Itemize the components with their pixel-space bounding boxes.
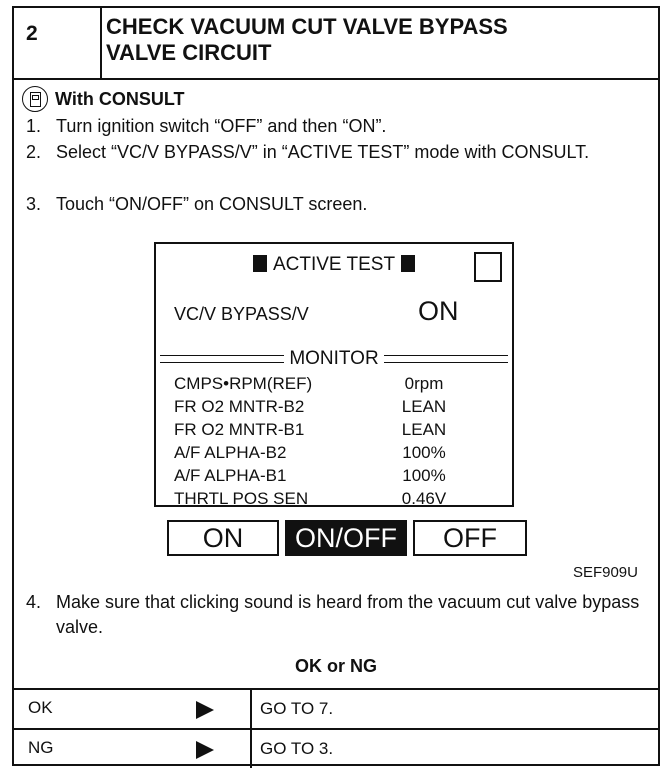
monitor-divider bbox=[160, 348, 508, 370]
step-title-line2: VALVE CIRCUIT bbox=[106, 40, 272, 65]
instruction-step bbox=[26, 590, 646, 640]
monitor-row bbox=[174, 372, 494, 395]
off-button[interactable]: OFF bbox=[413, 520, 527, 556]
monitor-name: CMPS•RPM(REF) bbox=[174, 374, 313, 393]
instruction-step bbox=[26, 114, 636, 139]
monitor-value: LEAN bbox=[401, 397, 447, 416]
step-text: Make sure that clicking sound is heard from the vacuum cut valve bypass valve. bbox=[56, 592, 640, 637]
step-header bbox=[14, 8, 658, 80]
monitor-row bbox=[174, 441, 494, 464]
step-text: Touch “ON/OFF” on CONSULT screen. bbox=[56, 194, 368, 214]
monitor-row bbox=[174, 418, 494, 441]
monitor-row bbox=[174, 395, 494, 418]
monitor-value: 0rpm bbox=[404, 374, 444, 393]
monitor-label: MONITOR bbox=[289, 348, 379, 369]
step-number: 2 bbox=[14, 8, 102, 78]
monitor-value: 100% bbox=[402, 443, 446, 462]
step-index: 1. bbox=[26, 116, 42, 136]
result-table bbox=[14, 688, 658, 768]
divider-line bbox=[384, 355, 508, 363]
title-marker-icon bbox=[401, 255, 415, 272]
step-index: 4. bbox=[26, 592, 42, 612]
consult-icon bbox=[22, 86, 48, 112]
step-title bbox=[106, 14, 646, 66]
arrow-right-icon bbox=[196, 701, 214, 719]
figure-code: SEF909U bbox=[572, 564, 638, 581]
instruction-step bbox=[26, 140, 626, 165]
step-text: Turn ignition switch “OFF” and then “ON”. bbox=[56, 116, 387, 136]
screen-buttons bbox=[167, 520, 529, 556]
screen-title-text: ACTIVE TEST bbox=[272, 254, 396, 275]
result-row bbox=[14, 728, 658, 768]
result-row bbox=[14, 688, 658, 728]
step-title-line1: CHECK VACUUM CUT VALVE BYPASS bbox=[106, 14, 508, 39]
monitor-name: FR O2 MNTR-B1 bbox=[174, 420, 305, 439]
monitor-value: 100% bbox=[402, 466, 446, 485]
monitor-list bbox=[174, 372, 494, 510]
step-index: 3. bbox=[26, 194, 42, 214]
monitor-row bbox=[174, 464, 494, 487]
monitor-name: THRTL POS SEN bbox=[174, 489, 309, 508]
instruction-step bbox=[26, 192, 636, 217]
monitor-value: LEAN bbox=[401, 420, 447, 439]
title-marker-icon bbox=[253, 255, 267, 272]
test-item-name: VC/V BYPASS/V bbox=[174, 304, 309, 324]
procedure-box bbox=[12, 6, 660, 766]
on-button[interactable]: ON bbox=[167, 520, 279, 556]
test-item-value: ON bbox=[418, 296, 459, 326]
result-action[interactable]: GO TO 7. bbox=[250, 690, 333, 728]
arrow-right-icon bbox=[196, 741, 214, 759]
consult-heading bbox=[22, 86, 184, 112]
monitor-name: A/F ALPHA-B2 bbox=[174, 443, 287, 462]
monitor-name: FR O2 MNTR-B2 bbox=[174, 397, 305, 416]
consult-screen bbox=[154, 242, 514, 507]
divider-line bbox=[160, 355, 284, 363]
checkbox-icon bbox=[474, 252, 502, 282]
result-label: OK bbox=[28, 698, 53, 717]
monitor-name: A/F ALPHA-B1 bbox=[174, 466, 287, 485]
result-heading: OK or NG bbox=[294, 656, 377, 676]
monitor-value: 0.46V bbox=[401, 489, 447, 508]
step-index: 2. bbox=[26, 142, 42, 162]
result-action[interactable]: GO TO 3. bbox=[250, 730, 333, 768]
monitor-row bbox=[174, 487, 494, 510]
on-off-button[interactable]: ON/OFF bbox=[285, 520, 407, 556]
screen-title bbox=[156, 254, 512, 276]
step-text: Select “VC/V BYPASS/V” in “ACTIVE TEST” mode with CONSULT. bbox=[56, 142, 590, 162]
consult-label: With CONSULT bbox=[55, 88, 185, 109]
result-label: NG bbox=[28, 738, 54, 757]
